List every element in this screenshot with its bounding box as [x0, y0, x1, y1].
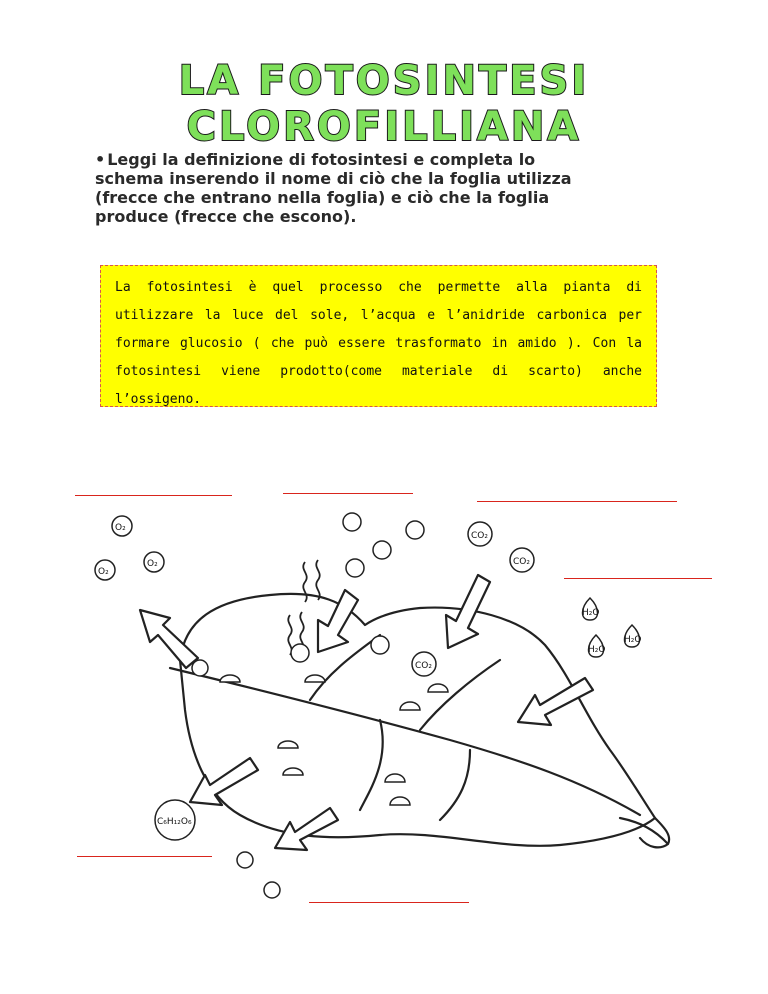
arrow-oxygen-out	[140, 610, 198, 668]
glucose-molecule-icon	[155, 800, 195, 840]
svg-text:H₂O: H₂O	[588, 645, 606, 655]
bullet-icon: •	[95, 150, 106, 169]
light-bulb-icon	[291, 513, 424, 662]
leaf-diagram	[0, 420, 768, 994]
leaf-outline	[180, 594, 655, 846]
page-title: LA FOTOSINTESI CLOROFILLIANA	[178, 58, 590, 150]
svg-text:O₂: O₂	[147, 559, 158, 569]
sunlight-rays-icon	[288, 560, 319, 655]
definition-box: La fotosintesi è quel processo che permette alla pianta di utilizzare la luce del sole, l’acqua e l’anidride carbonica per formare glucosio ( che può essere trasformato in amido ). Con la fotosintesi viene prodotto(come materiale di scarto) anche l’ossigeno.	[100, 265, 657, 407]
arrow-co2-in	[446, 575, 490, 648]
svg-text:CO₂: CO₂	[415, 661, 432, 671]
svg-text:C₆H₁₂O₆: C₆H₁₂O₆	[157, 817, 192, 827]
oxygen-molecule-icon	[95, 516, 164, 580]
svg-text:CO₂: CO₂	[471, 531, 488, 541]
svg-text:O₂: O₂	[115, 523, 126, 533]
arrow-starch-out	[275, 808, 338, 850]
svg-text:O₂: O₂	[98, 567, 109, 577]
svg-text:CO₂: CO₂	[513, 557, 530, 567]
svg-text:H₂O: H₂O	[624, 635, 642, 645]
arrow-sunlight-in	[318, 590, 358, 652]
instructions	[95, 150, 595, 226]
svg-text:H₂O: H₂O	[582, 608, 600, 618]
water-molecule-icon	[582, 598, 641, 657]
instruction-text: Leggi la definizione di fotosintesi e completa lo schema inserendo il nome di ciò che la foglia utilizza (frecce che entrano nella foglia) e ciò che la foglia produce (frecce che escono).	[95, 150, 572, 226]
